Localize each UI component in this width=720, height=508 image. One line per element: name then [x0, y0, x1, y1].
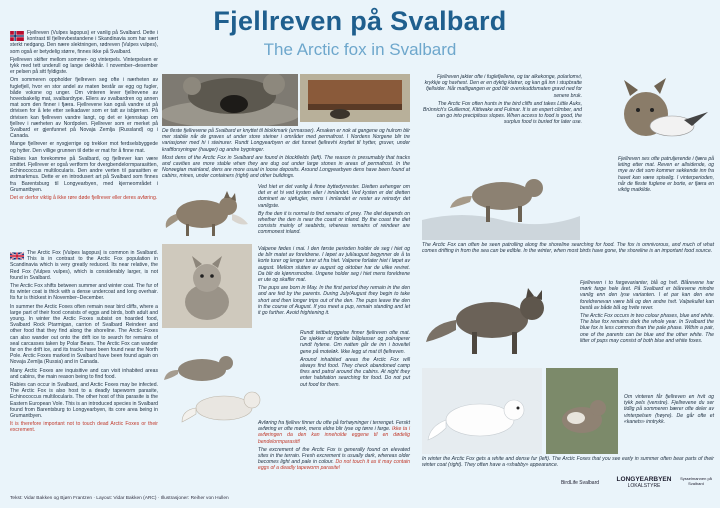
pups-no: Valpene fødes i mai. I den første perioden holder de seg i hiet og de blir matet av foreldrene. I løpet av juli/august begynner de å ta korte turer og lenger turer ut fra hiet. Valpene forlater hiet i løpet av august. Mellom slutten av august og oktober har de ulike reviret. Da blir de kjønnsmodne. Ungene holder seg i hiet mens foreldrene er ute og skaffer mat.	[258, 246, 410, 284]
left-no-p5: Rabies kan forekomme på Svalbard, og fjellrever kan være smittet. Fjellrever er også vertform for dvergbendelormparasitten, Echinococcus multilocularis. Den andre verten til parasitten er østmarkmus. Dette er en introdusert art på Svalbard som finnes fra Barentsburg til Longyearbyen, med kjerneområdet i Grumantbyen.	[10, 155, 158, 193]
excrement-en: The excrement of the Arctic Fox is generally found on elevated sites in the terrain. Fresh excrement is usually dark, whereas older becomes light and pale in colour.	[258, 446, 410, 466]
color-morph-en: The Arctic Fox occurs in two colour phases, blue and white. The blue fox remains dark the whole year. In Svalbard the blue fox is less common than the pale phase. Within a pair, one of the parents can be blue and the other white. The litter of pups may consist of both blue and white foxes.	[580, 313, 715, 344]
bird-cliffs-no: Fjellreven jakter ofte i fuglefjellene, og tar alkekonge, polarlomvi, krykkje og havhest. Den er en dyktig klatrer, og kan gå inn i stupbratte fjellsider. Når matligangen er god blir overskuddsmaten gravd ned for senere bruk.	[424, 74, 582, 99]
lokalstyre-text: LOKALSTYRE	[627, 483, 661, 489]
habitation-en: Around inhabited areas the Arctic Fox will always find food. They check abandoned camp fires and patrol around the cabins. At night they enter habitation searching for food. Do not put out food for them.	[300, 356, 410, 388]
excrement-no: Avføring fra fjellrev finner du ofte på forhøyninger i terrenget. Ferskt avføring er ofte mørk, mens eldre blir lyse og tørre i farge.	[258, 420, 410, 433]
sysselmann-logo	[676, 476, 716, 486]
den-caption	[162, 128, 410, 182]
left-en-p4: Many Arctic Foxes are inquisitive and can visit inhabited areas and cabins, the main reason being to find food.	[10, 367, 158, 380]
shedding-fox-photo	[546, 368, 618, 454]
winter-coat-no-text	[624, 394, 714, 427]
norway-flag-icon	[10, 31, 24, 41]
den-diet-en: By the den it is normal to find remains of prey. The diet depends on whether the den is near the coast or inland. By the coast the diet consists mainly of seabirds, whereas remains of reindeer are commonest inland.	[258, 210, 410, 236]
footer-credits: Tekst: Vidar Bakken og Bjørn Frantzen · Layout: Vidar Bakken (ARC) · Illustrasjoner: Reiher von Hullen	[10, 496, 229, 501]
fox-with-prey-illustration	[162, 180, 257, 240]
uk-flag-icon	[10, 251, 24, 261]
den-diet-text	[258, 184, 410, 238]
photo-blockfield-den	[162, 74, 298, 126]
birdlife-text: BirdLife Svalbard	[560, 480, 600, 486]
winter-fox-photo	[422, 368, 542, 454]
excrement-en-warning: Do not touch it as it may contain eggs of a deadly tapeworm parasite!	[258, 459, 410, 472]
left-no-p1: Fjellreven (Vulpes lagopus) er vanlig på Svalbard. Dette i kontrast til fjellrevbestandene i Skandinavia som har vært sterkt nedgang. Den nære slektningen, rødreven (Vulpes vulpes), som også er betydelig større, finnes ikke på Svalbard.	[10, 30, 158, 55]
winter-coat-en-text	[422, 456, 714, 470]
sysselmann-text: Sysselmannen på Svalbard	[680, 476, 712, 486]
fox-on-shore-illustration	[422, 150, 580, 240]
shoreline-no-text	[618, 156, 714, 195]
blue-fox-illustration	[422, 270, 574, 366]
excrement-no-warning: Ikke ta i avføringen da den kan inneholde eggene til en dødelig bendelormparasitt!	[258, 426, 410, 445]
left-column-no	[10, 30, 158, 203]
color-morph-no: Fjellreven i to fargevarianter, blå og hvit. Blårevene har mørk farge hele året. På Svalbard er blårevene mindre vanlig enn den lyse varianten. I et par kan den ene foreldrenevan være blå og den andre hvit. Valpekullet kan bestå av både blå og hvite rever.	[580, 280, 714, 311]
habitation-text	[300, 330, 410, 390]
left-en-p1: The Arctic Fox (Vulpes lagopus) is common in Svalbard. This is in contrast to the Arctic Fox population in Scandinavia which is very greatly reduced. Its near relative, the Red Fox (Vulpes vulpes), which is considerably larger, is not found in Svalbard.	[10, 250, 158, 281]
pup-photo	[162, 244, 252, 328]
longyearbyen-logo	[612, 476, 676, 489]
habitation-no: Rundt tettbebyggelse finner fjellreven ofte mat. De sjekker ut forlatte bålplasser og polrulperer rundt hytene. Om natten går de inn i boveitel gene på moteløk. Ikke legg ut mat til fjellreven.	[300, 330, 410, 355]
left-en-p2: The Arctic Fox shifts between summer and winter coat. The fur of its winter coat is thick with a dense undercoat and long overhair. Its fur is thickest in November–December.	[10, 283, 158, 302]
fox-with-bird-illustration	[588, 70, 714, 160]
shoreline-en-text	[422, 242, 714, 256]
pups-text	[258, 246, 410, 318]
den-diet-no: Ved hiet er det vanlig å finne byttedyrrester. Dietten avhenger om det er et hi ved kysten eller i innlandet. Ved kysten er det dietten dominert av sjøfugler, mens i innlandet er rester av reinsdyr det vanligste.	[258, 184, 410, 209]
left-no-p4: Mange fjellrever er nysgjerrige og trekker mot ferdselsbyggede og hytter. Den villige grunnen til dette er mat for å finne mat.	[10, 141, 158, 154]
excrement-text	[258, 420, 410, 474]
den-caption-no: De fleste fjellrevene på Svalbard er knyttet til blokkmark (urmasser). Årsaken er nok at gangene og hulrom blir mer stabile når de graves ut under store steiner i områder med permafrost. I Nordens Norgene blir tre variasjoner med hi i steinurer. Rundt Longyearbyen er det funnet fjellrevhi knyttet til hytter, gruver, under kraftforsyninger (hauger) og andre bygninger.	[162, 128, 410, 153]
left-no-warning: Det er derfor viktig å ikke røre døde fjellrever eller deres avføring.	[10, 195, 158, 202]
pups-en: The pups are born in May. In the first period they remain in the den and are fed by the parents. During July/August they begin to take short and then longer trips out of the den. The pups leave the den in the course of August. If you meet a pup, remain standing and let it go further. Avoid frightening it.	[258, 285, 410, 317]
shoreline-no: Fjellreven ses ofte patruljerende i fjæra på leting etter mat. Reven er allsidende, og mye av det som kommer sekkende inn fra havet kan være spiselig. I vinterperioden, når de fleste fuglene er borte, er fjæra en viktig matkilde.	[618, 156, 714, 194]
longyearbyen-text: LONGYEARBYEN	[616, 476, 672, 483]
left-en-p3: In summer the Arctic Foxes often remain near bird cliffs, where a large part of their food consists of eggs and birds, both adult and young. In winter the Arctic Foxes subsist on hoarded food, Svalbard Rock Ptarmigan, carrion of Svalbard Reindeer and other food that they find along the shoreline. The Arctic Foxes can also wander out onto the drift ice to search for remains of seal carcasses taken by Polar Bears. The Arctic Fox can wander far on the drift ice, and its tracks have been found near the North Pole. Arctic Foxes marked in Svalbard have been found again on Novaja Zemlja (Russia) and in Canada.	[10, 303, 158, 366]
bird-cliffs-text	[420, 74, 582, 128]
winter-coat-en: In winter the Arctic Fox gets a white and dense fur (left). The Arctic Foxes that you see early in summer often bear parts of their winter coat (right). They often have a «shabby» appearance.	[422, 456, 714, 469]
birdlife-logo	[552, 480, 608, 486]
color-morph-text	[580, 280, 714, 346]
page-title: Fjellreven på Svalbard	[213, 6, 507, 36]
left-no-p2: Fjellreven skifter mellom sommer- og vinterpels. Vinterpelsen er tykk med tett underull og lange dekkhår. I november–desember er pelsen på sitt fyldigste.	[10, 56, 158, 76]
page-subtitle: The Arctic fox in Svalbard	[263, 40, 457, 59]
left-en-p5: Rabies can occur in Svalbard, and Arctic Foxes may be infected. The Arctic Fox is also host to a deadly tapeworm parasite, Echinococcus multilocularis. The other host of this parasite is the Eastern European Vole. This is an introduced species in Svalbard found from Barentsburg to Longyearbyen, its core area being in Grumantbyen.	[10, 382, 158, 420]
footer	[0, 494, 720, 508]
photo-container-den	[300, 74, 410, 122]
left-column-en	[10, 250, 158, 436]
left-no-p3: Om sommeren oppholder fjellreven seg ofte i nærheten av fuglefjell, hvor en stor andel av maten består av egg og fugler, både voksne og unger. Om vinteren lever fjellrevene av hovedsakelig mat, svalbardrype. Ellers av svalbardren og annen mat som den finner i fjæra. Fjellrevene kan også vandre ut på drivisen for å lete etter selkadaver som er tatt av isbjørnen. På drivisen kan fjellreven vandre langt, og det er kjennskap om fjellrev i nærheten av Nordpolen. Fjellrever som er merket på Svalbard er gjenfunnet på Novaja Zemlja (Russland) og i Canada.	[10, 77, 158, 140]
bird-cliffs-en: The Arctic Fox often hunts in the bird cliffs and takes Little Auks, Brünnich's Guillemot, Kittiwake and Fulmar. It is an expert climber, and can go into precipitous slopes. When access to food is good, the surplus food is buried for later use.	[422, 100, 582, 126]
winter-coat-no: Om vinteren får fjellreven en hvit og tykk pels (venstre). Fjellrevene du ser tidlig på sommeren bærer ofte deler av vinterpelsen (høyre). De går ofte et «kanets» inntrykk.	[624, 394, 714, 425]
left-en-warning: It is therefore important not to touch dead Arctic Foxes or their excrement.	[10, 421, 158, 434]
shoreline-en: The Arctic Fox can often be seen patrolling along the shoreline searching for food. The fox is omnivorous, and much of what comes drifting in from the sea can be edible. In the winter, when most birds have gone, the shoreline is an important food source.	[422, 242, 714, 255]
den-caption-en: Most dens of the Arctic Fox in Svalbard are found in blockfields (left). The reason is presumably that tracks and cavities are more stable when they are dug out under large stones in areas of permafrost. In the Norwegian mainland, dens are more usual in loose deposits. Around Longyearbyen dens have been found at cabins, mines, under containers (right) and other buildings.	[162, 154, 410, 180]
